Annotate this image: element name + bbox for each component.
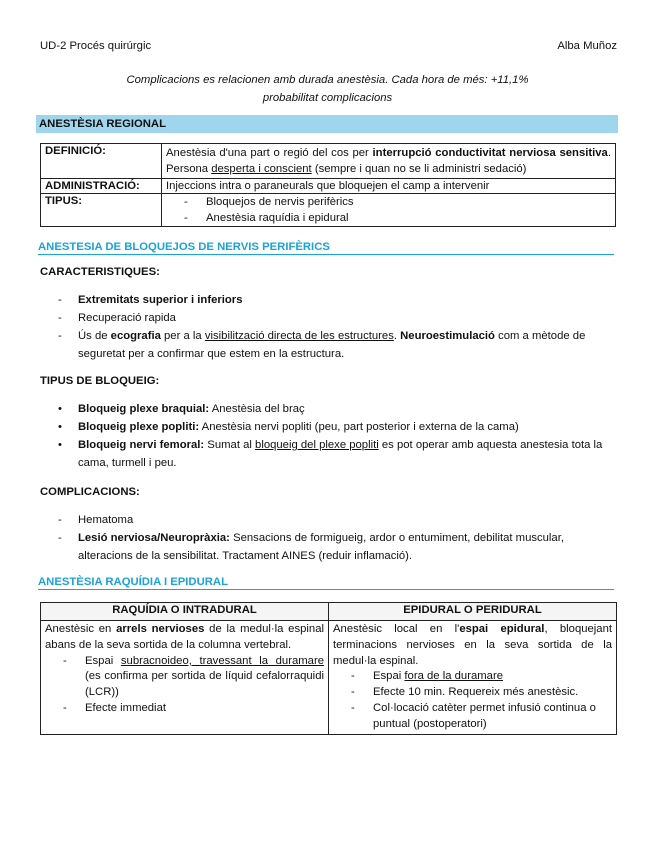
list-item: - Recuperació rapida (40, 309, 618, 327)
intro-line-1: Complicacions es relacionen amb durada anestèsia. Cada hora de més: +11,1% (126, 74, 529, 86)
table-row (41, 194, 616, 227)
tipus-bloqueig-title: TIPUS DE BLOQUEIG: (40, 375, 160, 387)
list-item: • Bloqueig nervi femoral: Sumat al bloqueig del plexe popliti es pot operar amb aquesta anestesia tota la cama, turmell i peu. (40, 436, 618, 472)
list-item: - Espai subracnoideo, travessant la duramare (es confirma per sortida de líquid cefalorraquidi (LCR)) (45, 654, 324, 701)
list-item: - Hematoma (40, 511, 618, 529)
epidural-description: Anestèsic local en l'espai epidural, bloquejant terminacions nervioses en la seva sortida de la medul·la espinal. (333, 623, 613, 667)
table-row (41, 179, 616, 194)
list-item: - Anestèsia raquídia i epidural (166, 210, 611, 226)
list-item: • Bloqueig plexe braquial: Anestèsia del braç (40, 400, 618, 418)
list-item: - Col·locació catèter permet infusió continua o puntual (postoperatori) (333, 701, 612, 733)
row-label-tipus: TIPUS: (41, 194, 162, 227)
complicacions-title: COMPLICACIONS: (40, 486, 140, 498)
table-row (41, 621, 617, 735)
row-value-definicio: Anestèsia d'una part o regió del cos per interrupció conductivitat nerviosa sensitiva. Persona desperta i conscient (sempre i quan no se li administri sedació) (162, 144, 616, 179)
caracteristiques-title: CARACTERISTIQUES: (40, 266, 160, 278)
complicacions-list (40, 511, 618, 565)
row-label-administracio: ADMINISTRACIÓ: (41, 179, 162, 194)
column-header-raquidia: RAQUÍDIA O INTRADURAL (41, 603, 329, 621)
intro-note (40, 71, 615, 107)
intro-line-2: probabilitat complicacions (262, 92, 393, 104)
column-header-epidural: EPIDURAL O PERIDURAL (329, 603, 617, 621)
list-item: - Efecte 10 min. Requereix més anestèsic. (333, 685, 612, 701)
raquidia-epidural-table (40, 602, 617, 735)
caracteristiques-list (40, 291, 618, 363)
list-item: • Bloqueig plexe popliti: Anestèsia nervi popliti (peu, part posterior i externa de la cama) (40, 418, 618, 436)
cell-raquidia (41, 621, 329, 735)
section-band-regional: ANESTÈSIA REGIONAL (36, 115, 618, 133)
raquidia-description: Anestèsic en arrels nervioses de la medul·la espinal abans de la seva sortida de la columna vertebral. (45, 623, 324, 651)
list-item: - Espai fora de la duramare (333, 669, 612, 685)
list-item: - Lesió nerviosa/Neuropràxia: Sensacions de formigueig, ardor o entumiment, debilitat muscular, alteracions de la sensibilitat. Tractament AINES (reduir inflamació). (40, 529, 618, 565)
list-item: - Bloquejos de nervis perifèrics (166, 194, 611, 210)
tipus-bloqueig-list (40, 400, 618, 472)
list-item: - Extremitats superior i inferiors (40, 291, 618, 309)
list-item: - Ús de ecografia per a la visibilització directa de les estructures. Neuroestimulació com a mètode de seguretat per a confirmar que estem en la estructura. (40, 327, 618, 363)
table-row (41, 144, 616, 179)
heading-bloquejos: ANESTESIA DE BLOQUEJOS DE NERVIS PERIFÈRICS (38, 240, 614, 255)
row-label-definicio: DEFINICIÓ: (41, 144, 162, 179)
regional-definition-table (40, 143, 616, 227)
cell-epidural (329, 621, 617, 735)
list-item: - Efecte immediat (45, 701, 324, 717)
row-value-tipus (162, 194, 616, 227)
row-value-administracio: Injeccions intra o paraneurals que bloquejen el camp a intervenir (162, 179, 616, 194)
document-header-left: UD-2 Procés quirúrgic (40, 40, 152, 52)
document-header-author: Alba Muñoz (557, 40, 617, 52)
table-header-row (41, 603, 617, 621)
heading-raquidia-epidural: ANESTÈSIA RAQUÍDIA I EPIDURAL (38, 575, 614, 590)
